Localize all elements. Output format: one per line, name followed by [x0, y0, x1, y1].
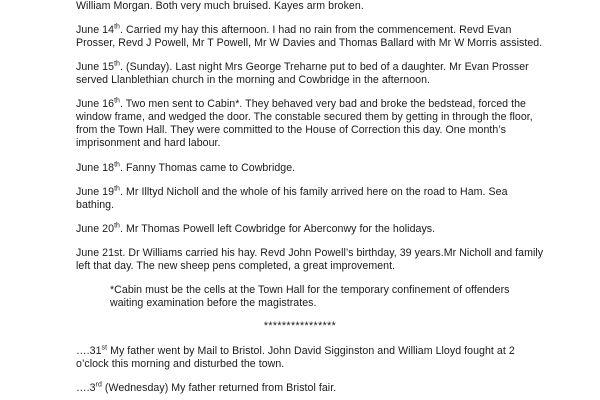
entry-text: left that day. The new sheep pens completed, a great improvement. [76, 260, 396, 272]
entry-date: June 19 [76, 186, 115, 198]
footnote-text: *Cabin must be the cells at the Town Hall for the temporary confinement of offenders [110, 284, 510, 296]
entry-line [76, 0, 364, 13]
entry-june14-line-1 [76, 24, 511, 37]
entry-text: served Llanblethian church in the morning and Cowbridge in the afternoon. [76, 74, 431, 86]
date-ordinal: th [114, 161, 121, 169]
entry-text: from the Town Hall. They were committed to the House of Correction this day. One month’s [76, 124, 506, 136]
entry-31st-line-1 [76, 345, 515, 358]
footnote-text: waiting examination before the magistrates. [110, 297, 317, 309]
entry-june15-line-1 [76, 61, 529, 74]
entry-june19-line-1 [76, 186, 508, 199]
entry-text: . Mr Illtyd Nicholl and the whole of his family arrived here on the road to Ham. Sea [120, 186, 508, 198]
entry-june20-line-1 [76, 223, 435, 236]
entry-june16-line-3 [76, 124, 506, 137]
entry-date: ….31 [76, 345, 102, 357]
entry-text: o’clock this morning and disturbed the town. [76, 358, 285, 370]
date-ordinal: th [114, 23, 121, 31]
entry-text: . Two men sent to Cabin*. They behaved very bad and broke the bedstead, forced the [120, 98, 526, 110]
entry-june15-line-2 [76, 74, 430, 87]
entry-june16-line-4 [76, 137, 221, 150]
entry-june18-line-1 [76, 162, 295, 175]
section-separator: **************** [263, 320, 337, 332]
entry-date: June 15 [76, 61, 115, 73]
entry-text: imprisonment and hard labour. [76, 137, 221, 149]
date-ordinal: th [114, 97, 121, 105]
entry-date: June 14 [76, 24, 115, 36]
entry-text: window frame, and wedged the door. The constable secured them by getting in through the floor, [76, 111, 533, 123]
footnote-line-1 [110, 284, 510, 297]
entry-text: . Carried my hay this afternoon. I had no rain from the commencement. Revd Evan [120, 24, 512, 36]
entry-text: Prosser, Revd J Powell, Mr T Powell, Mr W Davies and Thomas Ballard with Mr W Morris assisted. [76, 37, 543, 49]
entry-date: ….3 [76, 382, 96, 394]
entry-june16-line-1 [76, 98, 526, 111]
date-ordinal: th [114, 60, 121, 68]
entry-text: . (Sunday). Last night Mrs George Treharne put to bed of a daughter. Mr Evan Prosser [120, 61, 529, 73]
entry-june21-line-2 [76, 260, 395, 273]
entry-text: June 21st. Dr Williams carried his hay. Revd John Powell’s birthday, 39 years.Mr Nicholl and family [76, 247, 544, 259]
entry-text: . Mr Thomas Powell left Cowbridge for Aberconwy for the holidays. [120, 223, 436, 235]
entry-june14-line-2 [76, 37, 542, 50]
entry-text: William Morgan. Both very much bruised. Kayes arm broken. [76, 0, 364, 12]
entry-3rd-line-1 [76, 382, 336, 395]
entry-june19-line-2 [76, 199, 114, 212]
footnote-line-2 [110, 297, 316, 310]
entry-text: . Fanny Thomas came to Cowbridge. [120, 162, 296, 174]
entry-date: June 20 [76, 223, 115, 235]
entry-june21-line-1 [76, 247, 543, 260]
date-ordinal: th [114, 222, 121, 230]
entry-31st-line-2 [76, 358, 284, 371]
date-ordinal: st [101, 344, 108, 352]
entry-text: (Wednesday) My father returned from Bristol fair. [101, 382, 337, 394]
entry-date: June 18 [76, 162, 115, 174]
date-ordinal: rd [95, 381, 102, 389]
entry-text: bathing. [76, 199, 115, 211]
entry-date: June 16 [76, 98, 115, 110]
entry-june16-line-2 [76, 111, 533, 124]
entry-text: My father went by Mail to Bristol. John David Sigginston and William Lloyd fought at 2 [107, 345, 515, 357]
date-ordinal: th [114, 185, 121, 193]
